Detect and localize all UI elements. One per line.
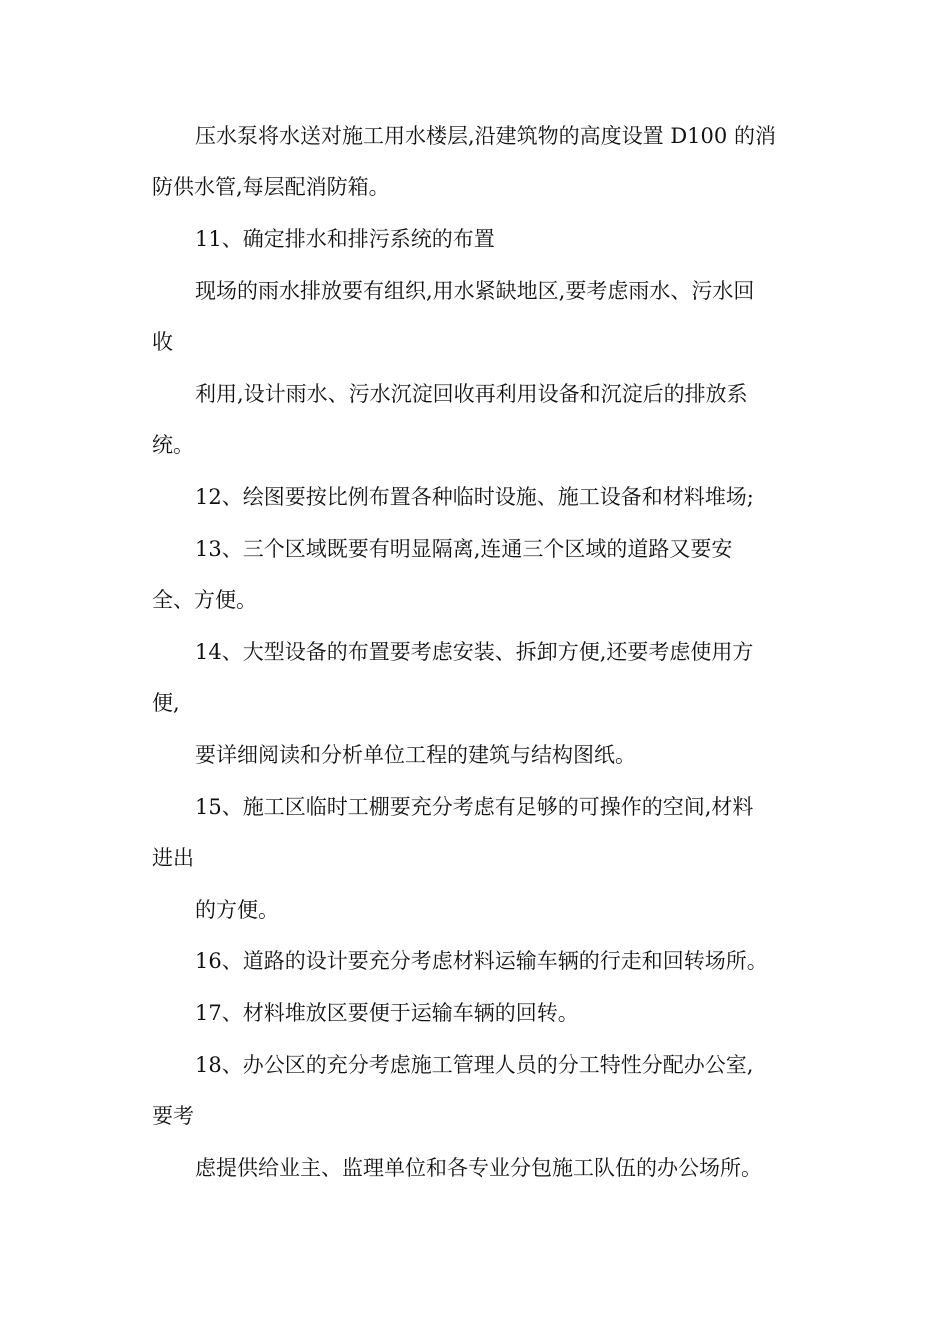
section-heading: 11、确定排水和排污系统的布置 bbox=[195, 227, 495, 251]
text-line: 进出 bbox=[152, 846, 194, 870]
text-line: 现场的雨水排放要有组织,用水紧缺地区,要考虑雨水、污水回 bbox=[195, 279, 755, 303]
list-item: 18、办公区的充分考虑施工管理人员的分工特性分配办公室, bbox=[195, 1053, 754, 1077]
text-line: 收 bbox=[152, 330, 173, 354]
text-line: 压水泵将水送对施工用水楼层,沿建筑物的高度设置 D100 的消 bbox=[195, 124, 776, 148]
text-line: 要考 bbox=[152, 1104, 194, 1128]
list-item: 14、大型设备的布置要考虑安装、拆卸方便,还要考虑使用方 bbox=[195, 640, 754, 664]
text-line: 的方便。 bbox=[195, 898, 279, 922]
text-line: 统。 bbox=[152, 433, 194, 457]
text-line: 利用,设计雨水、污水沉淀回收再利用设备和沉淀后的排放系 bbox=[195, 382, 748, 406]
text-line: 便, bbox=[152, 691, 180, 715]
list-item: 16、道路的设计要充分考虑材料运输车辆的行走和回转场所。 bbox=[195, 949, 768, 973]
list-item: 17、材料堆放区要便于运输车辆的回转。 bbox=[195, 1001, 579, 1025]
text-line: 防供水管,每层配消防箱。 bbox=[152, 175, 390, 199]
text-line: 虑提供给业主、监理单位和各专业分包施工队伍的办公场所。 bbox=[195, 1156, 762, 1180]
text-line: 要详细阅读和分析单位工程的建筑与结构图纸。 bbox=[195, 743, 636, 767]
list-item: 15、施工区临时工棚要充分考虑有足够的可操作的空间,材料 bbox=[195, 795, 754, 819]
text-line: 全、方便。 bbox=[152, 588, 257, 612]
list-item: 13、三个区域既要有明显隔离,连通三个区域的道路又要安 bbox=[195, 537, 733, 561]
list-item: 12、绘图要按比例布置各种临时设施、施工设备和材料堆场; bbox=[195, 485, 754, 509]
